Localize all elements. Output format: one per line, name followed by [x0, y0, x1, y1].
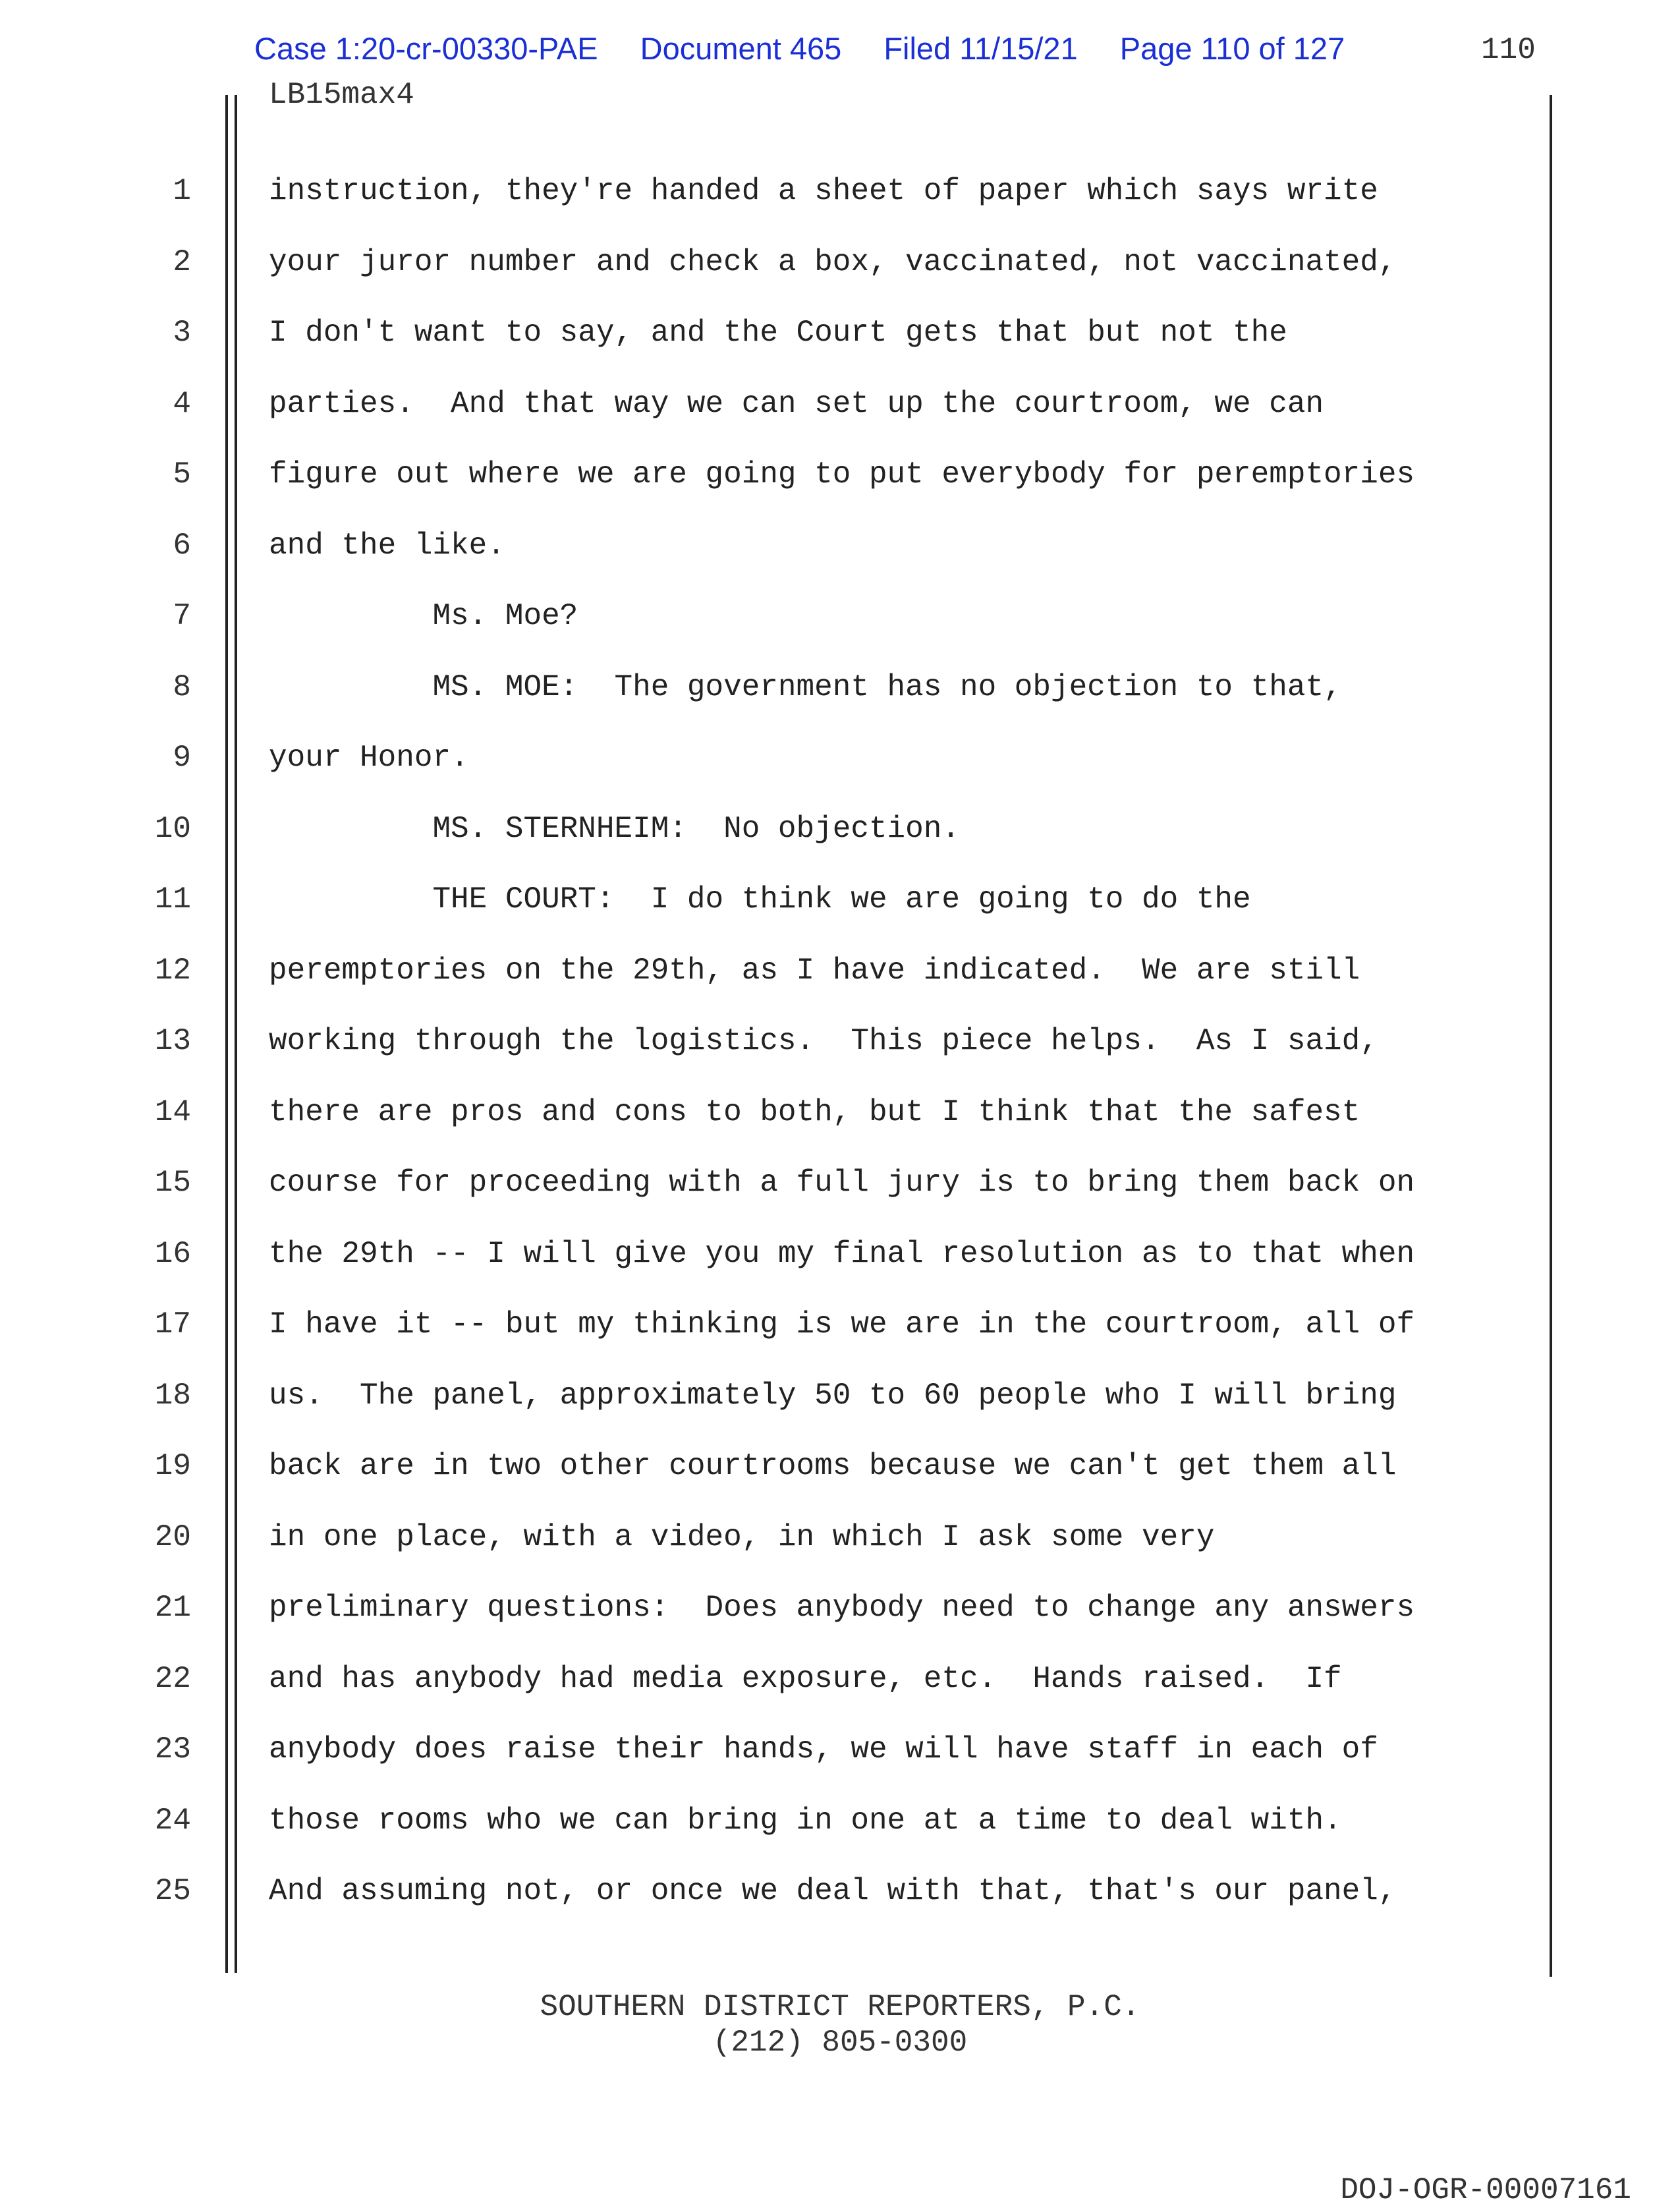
transcript-line: preliminary questions: Does anybody need to change any answers — [269, 1591, 1415, 1625]
line-number: 11 — [154, 882, 191, 917]
document-number: Document 465 — [640, 31, 842, 66]
transcript-page-number: 110 — [1481, 33, 1536, 67]
transcript-line: parties. And that way we can set up the courtroom, we can — [269, 387, 1324, 421]
line-number: 6 — [173, 528, 191, 563]
line-number: 8 — [173, 670, 191, 704]
line-number: 9 — [173, 741, 191, 775]
line-number: 15 — [154, 1166, 191, 1200]
line-number: 7 — [173, 599, 191, 633]
reporter-phone: (212) 805-0300 — [712, 2026, 968, 2060]
line-number: 16 — [154, 1237, 191, 1271]
transcript-line: course for proceeding with a full jury is to bring them back on — [269, 1166, 1415, 1200]
line-number: 22 — [154, 1662, 191, 1696]
transcript-line: instruction, they're handed a sheet of paper which says write — [269, 174, 1378, 208]
transcript-line: working through the logistics. This piece helps. As I said, — [269, 1024, 1378, 1058]
line-number: 3 — [173, 316, 191, 350]
transcript-line: back are in two other courtrooms because we can't get them all — [269, 1449, 1397, 1483]
transcript-line: And assuming not, or once we deal with that, that's our panel, — [269, 1874, 1397, 1908]
line-number: 5 — [173, 457, 191, 492]
line-number: 17 — [154, 1307, 191, 1342]
transcript-line: your juror number and check a box, vaccinated, not vaccinated, — [269, 245, 1397, 279]
line-number: 4 — [173, 387, 191, 421]
filing-stamp — [254, 30, 1387, 67]
transcript-line: figure out where we are going to put everybody for peremptories — [269, 457, 1415, 492]
reporter-name: SOUTHERN DISTRICT REPORTERS, P.C. — [540, 1990, 1140, 2024]
transcript-line: I have it -- but my thinking is we are in the courtroom, all of — [269, 1307, 1415, 1342]
line-number: 13 — [154, 1024, 191, 1058]
transcript-line: those rooms who we can bring in one at a time to deal with. — [269, 1803, 1342, 1838]
line-number: 12 — [154, 953, 191, 988]
line-number: 25 — [154, 1874, 191, 1908]
line-number: 1 — [173, 174, 191, 208]
line-number: 24 — [154, 1803, 191, 1838]
bates-number: DOJ-OGR-00007161 — [1340, 2173, 1631, 2207]
right-margin-rule — [1550, 95, 1552, 1977]
transcript-line: MS. STERNHEIM: No objection. — [269, 812, 960, 846]
transcript-id: LB15max4 — [269, 78, 414, 112]
transcript-line: your Honor. — [269, 741, 469, 775]
transcript-line: the 29th -- I will give you my final resolution as to that when — [269, 1237, 1415, 1271]
transcript-line: THE COURT: I do think we are going to do the — [269, 882, 1251, 917]
line-number: 2 — [173, 245, 191, 279]
transcript-line: peremptories on the 29th, as I have indicated. We are still — [269, 953, 1360, 988]
transcript-line: MS. MOE: The government has no objection to that, — [269, 670, 1342, 704]
transcript-line: and has anybody had media exposure, etc. Hands raised. If — [269, 1662, 1342, 1696]
line-number: 20 — [154, 1520, 191, 1554]
line-number: 14 — [154, 1095, 191, 1129]
line-number: 10 — [154, 812, 191, 846]
line-number: 23 — [154, 1732, 191, 1767]
transcript-line: in one place, with a video, in which I ask some very — [269, 1520, 1215, 1554]
case-number: Case 1:20-cr-00330-PAE — [254, 31, 598, 66]
line-number: 19 — [154, 1449, 191, 1483]
page-of-total: Page 110 of 127 — [1119, 31, 1345, 66]
transcript-line: us. The panel, approximately 50 to 60 people who I will bring — [269, 1378, 1397, 1413]
line-number: 18 — [154, 1378, 191, 1413]
transcript-line: and the like. — [269, 528, 505, 563]
left-margin-rule-inner — [235, 95, 237, 1973]
transcript-line: I don't want to say, and the Court gets that but not the — [269, 316, 1287, 350]
transcript-line: Ms. Moe? — [269, 599, 578, 633]
line-number: 21 — [154, 1591, 191, 1625]
filed-date: Filed 11/15/21 — [883, 31, 1078, 66]
transcript-line: there are pros and cons to both, but I think that the safest — [269, 1095, 1360, 1129]
left-margin-rule — [225, 95, 228, 1973]
transcript-line: anybody does raise their hands, we will have staff in each of — [269, 1732, 1378, 1767]
